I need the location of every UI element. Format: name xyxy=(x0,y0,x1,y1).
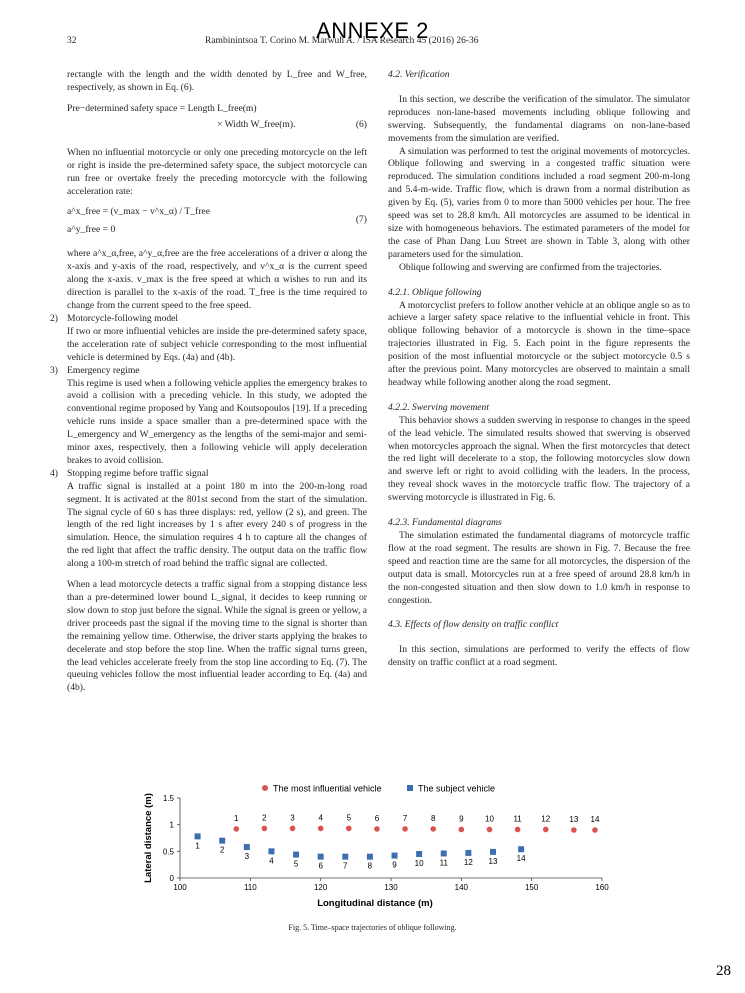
oblique-following-chart xyxy=(130,778,610,918)
influential-point-label: 7 xyxy=(402,813,408,823)
list-item-text: A traffic signal is installed at a point 180 m into the 200-m-long road segment. It is activated at the 801st second from the start of the simulation. The signal cycle of 60 s has three displays: red, yellow (2 s), and green. The length of the red light increases by 1 s after every 240 s of progress in the simulation. Hence, the simulation requires 4 h to capture all the changes of the red light that affect the traffic density. The output data on the traffic flow along a 100-m stretch of road behind the traffic signal are collected. xyxy=(67,480,367,570)
influential-vehicle-point xyxy=(459,827,465,833)
sheet-number: 28 xyxy=(716,963,731,979)
y-tick-label: 1.5 xyxy=(162,794,174,803)
influential-vehicle-point xyxy=(318,826,324,832)
equation-number: (6) xyxy=(355,118,367,130)
influential-point-label: 14 xyxy=(590,815,600,824)
subject-vehicle-point xyxy=(465,850,471,856)
influential-point-label: 13 xyxy=(569,815,579,824)
equation-7-line2: a^y_free = 0 xyxy=(67,224,116,236)
paragraph: A simulation was performed to test the original movements of motorcycles. Oblique following and swerving in a congested traffic situation were reproduced. The simulation conditions included a road segment 200-m-long and 5.4-m-wide. Traffic flow, which is drawn from a normal distribution as given by Eq. (5), varies from 0 to more than 5000 vehicles per hour. The free speed was set to 28.8 km/h. All motorcycles are assumed to be identical in size with homogeneous behaviors. The estimated parameters of the model for the case of Phan Dang Luu Street are shown in Table 3, along with other parameters used for the simulation. xyxy=(388,145,690,260)
subject-vehicle-point xyxy=(342,854,348,860)
paragraph: A motorcyclist prefers to follow another vehicle at an oblique angle so as to achieve a larger safety space relative to the influential vehicle in front. This oblique following behavior of a motorcycle is shown in the time–space trajectories illustrated in Fig. 5. Each point in the figure represents the position of the most influential motorcycle or the subject motorcycle 0.5 s after the previous point. Many motorcycles are observed to maintain a small headway while following another along the road segment. xyxy=(388,299,690,388)
subject-vehicle-point xyxy=(268,848,274,854)
influential-point-label: 5 xyxy=(346,813,352,823)
influential-vehicle-point xyxy=(374,826,380,832)
list-item-title: Emergency regime xyxy=(67,364,140,376)
running-header: Rambinintsoa T. Corino M. Marwuh A. / ISA Research 45 (2016) 26-36 xyxy=(205,36,479,46)
influential-vehicle-point xyxy=(262,826,268,832)
y-tick-label: 0 xyxy=(169,874,174,883)
paragraph: The simulation estimated the fundamental diagrams of motorcycle traffic flow at the road segment. The results are shown in Fig. 7. Because the free speed and reaction time are the same for all motorcycles, the dispersion of the output data is small. Motorcycles run at a free speed of around 28.8 km/h in the non-congested situation and then slow down to 1.0 km/h in response to congestion. xyxy=(388,530,690,606)
subject-point-label: 7 xyxy=(343,861,348,871)
legend-marker-subject xyxy=(407,785,413,791)
legend-marker-influential xyxy=(262,785,268,791)
equation-6-line2: × Width W_free(m). (6) xyxy=(217,118,367,130)
x-axis-label: Longitudinal distance (m) xyxy=(317,898,433,909)
x-tick-label: 100 xyxy=(173,883,187,892)
paragraph: In this section, simulations are performed to verify the effects of flow density on traffic conflict at a road segment. xyxy=(388,644,690,669)
x-tick-label: 160 xyxy=(595,883,609,892)
list-item-text: If two or more influential vehicles are inside the pre-determined safety space, the acceleration rate of subject vehicle corresponding to the most influential vehicle is determined by Eqs. (4a) and (4b). xyxy=(67,325,367,363)
subject-point-label: 13 xyxy=(488,856,498,866)
subject-point-label: 5 xyxy=(293,859,299,869)
subject-point-label: 3 xyxy=(244,852,250,862)
subject-point-label: 4 xyxy=(269,856,274,866)
influential-vehicle-point xyxy=(346,826,352,832)
y-axis-label: Lateral distance (m) xyxy=(143,793,154,883)
paragraph: When no influential motorcycle or only one preceding motorcycle on the left or right is inside the pre-determined safety space, the subject motorcycle can run free or overtake freely the preceding motorcycle with the following acceleration rate: xyxy=(67,146,367,197)
paragraph: This behavior shows a sudden swerving in response to changes in the speed of the lead vehicle. The simulated results showed that swerving is observed when motorcycles approach the signal. When the first motorcycles that detect the red light will decelerate to a stop, the following motorcycles slow down and swerve left or right to avoid colliding with the leaders. In the process, they reveal shock waves in the motorcycle traffic flow. The trajectory of a swerving motorcycle is illustrated in Fig. 6. xyxy=(388,414,690,504)
legend-label-subject: The subject vehicle xyxy=(418,783,496,794)
list-item-title: Stopping regime before traffic signal xyxy=(67,467,209,479)
paragraph: When a lead motorcycle detects a traffic signal from a stopping distance less than a pre-determined lower bound L_signal, it decides to keep running or slow down to stop just before the signal. While the signal is green or yellow, a driver proceeds past the signal if the moving time to the signal is shorter than the remaining yellow time. Otherwise, the driver starts applying the brakes to decelerate and stop before the stop line. When the traffic signal turns green, the lead vehicles accelerate freely from the stop line according to Eq. (7). The queuing vehicles follow the most influential leader according to Eq. (4a) and (4b). xyxy=(67,579,368,694)
right-column xyxy=(388,69,690,670)
list-item-text: This regime is used when a following vehicle applies the emergency brakes to avoid a collision with a preceding vehicle. In this study, we adopted the conventional regime proposed by Yang and Koutsopoulos [19]. If a preceding vehicle runs inside a space smaller than a pre-determined space with the L_emergency and W_emergency as the lengths of the semi-major and semi-minor axes, respectively, then a following vehicle will apply deceleration brakes to avoid collision. xyxy=(67,377,367,466)
list-item: 4) Stopping regime before traffic signal A traffic signal is installed at a point 180 m into the 200-m-long road segment. It is activated at the 801st second from the start of the simulation. The signal cycle of 60 s has three displays: red, yellow (2 s), and green. The length of the red light increases by 1 s after every 240 s of progress in the simulation. Hence, the simulation requires 4 h to capture all the changes of the red light that affect the traffic density. The output data on the traffic flow along a 100-m stretch of road behind the traffic signal are collected. xyxy=(50,467,367,570)
chart-legend xyxy=(262,784,495,794)
subject-point-label: 8 xyxy=(367,861,373,871)
paragraph: Oblique following and swerving are confirmed from the trajectories. xyxy=(399,261,662,273)
influential-vehicle-point xyxy=(515,827,521,833)
section-heading: 4.2.3. Fundamental diagrams xyxy=(388,517,502,529)
influential-point-label: 3 xyxy=(290,813,295,823)
section-heading: 4.2.2. Swerving movement xyxy=(388,401,489,413)
subject-vehicle-point xyxy=(416,851,422,857)
y-tick-label: 0.5 xyxy=(162,847,174,857)
influential-vehicle-point xyxy=(592,827,598,833)
list-item: 3) Emergency regime This regime is used when a following vehicle applies the emergency brakes to avoid a collision with a preceding vehicle. In this study, we adopted the conventional regime proposed by Yang and Koutsopoulos [19]. If a preceding vehicle runs inside a space smaller than a pre-determined space with the L_emergency and W_emergency as the lengths of the semi-major and semi-minor axes, respectively, then a following vehicle will apply deceleration brakes to avoid collision. xyxy=(50,364,367,466)
equation-number: (7) xyxy=(355,214,367,226)
subject-point-label: 11 xyxy=(439,858,448,868)
subject-point-label: 2 xyxy=(219,845,225,855)
influential-vehicle-point xyxy=(571,827,577,833)
legend-label-influential: The most influential vehicle xyxy=(273,783,382,794)
subject-vehicle-point xyxy=(195,833,201,839)
subject-point-label: 12 xyxy=(463,857,473,867)
list-item-title: Motorcycle-following model xyxy=(67,312,179,324)
subject-vehicle-point xyxy=(392,853,398,859)
influential-vehicle-point xyxy=(290,826,296,832)
subject-vehicle-point xyxy=(441,850,447,856)
influential-point-label: 9 xyxy=(459,814,464,824)
subject-vehicle-point xyxy=(518,846,524,852)
paragraph: where a^x_α,free, a^y_α,free are the free accelerations of a driver α along the x-axis and y-axis of the road, respectively, and v^x_α is the current speed along the x-axis. v_max is the free speed at which α wishes to run and its direction is parallel to the x-axis of the road. T_free is the time required to change from the current speed to the free speed. xyxy=(67,248,367,312)
section-heading: 4.3. Effects of flow density on traffic conflict xyxy=(388,619,559,631)
section-heading: 4.2. Verification xyxy=(388,69,450,80)
influential-point-label: 1 xyxy=(234,813,239,823)
influential-point-label: 4 xyxy=(318,813,323,823)
subject-point-label: 9 xyxy=(392,860,397,870)
equation-7-line1: a^x_free = (v_max − v^x_α) / T_free (7) xyxy=(67,206,367,226)
figure-caption: Fig. 5. Time–space trajectories of oblique following. xyxy=(288,923,457,932)
paragraph: In this section, we describe the verification of the simulator. The simulator reproduces non-lane-based movements including oblique following and swerving. Subsequently, the fundamental diagrams on non-lane-based movements from the simulation are verified. xyxy=(388,93,690,144)
x-tick-label: 140 xyxy=(454,883,469,892)
x-tick-label: 150 xyxy=(524,883,539,892)
subject-point-label: 6 xyxy=(318,861,323,871)
subject-point-label: 10 xyxy=(414,859,424,868)
influential-point-label: 10 xyxy=(485,814,494,824)
paragraph: rectangle with the length and the width denoted by L_free and W_free, respectively, as shown in Eq. (6). xyxy=(67,69,367,93)
subject-point-label: 1 xyxy=(195,841,200,851)
equation-6-line1: Pre−determined safety space = Length L_free(m) xyxy=(67,102,257,114)
y-tick-label: 1 xyxy=(169,820,174,830)
subject-vehicle-point xyxy=(244,844,250,850)
journal-page-number: 32 xyxy=(67,36,77,46)
influential-vehicle-point xyxy=(543,827,549,833)
x-tick-label: 120 xyxy=(313,883,328,892)
annexe-title: ANNEXE 2 xyxy=(316,18,429,43)
subject-vehicle-point xyxy=(219,838,225,844)
subject-vehicle-point xyxy=(490,849,496,855)
influential-vehicle-point xyxy=(430,826,436,832)
influential-point-label: 8 xyxy=(430,813,436,823)
influential-point-label: 6 xyxy=(374,813,380,823)
list-item: 2) Motorcycle-following model If two or more influential vehicles are inside the pre-determined safety space, the acceleration rate of subject vehicle corresponding to the most influential vehicle is determined by Eqs. (4a) and (4b). xyxy=(50,312,367,363)
subject-vehicle-point xyxy=(367,854,373,860)
subject-vehicle-point xyxy=(318,854,324,860)
influential-point-label: 12 xyxy=(541,814,551,824)
influential-vehicle-point xyxy=(402,826,408,832)
influential-point-label: 2 xyxy=(262,813,267,823)
influential-vehicle-point xyxy=(487,827,493,833)
section-heading: 4.2.1. Oblique following xyxy=(388,286,482,298)
subject-point-label: 14 xyxy=(516,854,526,864)
subject-vehicle-point xyxy=(293,852,299,858)
x-tick-label: 110 xyxy=(243,883,257,892)
left-column xyxy=(50,69,368,695)
influential-point-label: 11 xyxy=(513,814,522,824)
influential-vehicle-point xyxy=(233,826,239,832)
x-tick-label: 130 xyxy=(384,883,398,892)
